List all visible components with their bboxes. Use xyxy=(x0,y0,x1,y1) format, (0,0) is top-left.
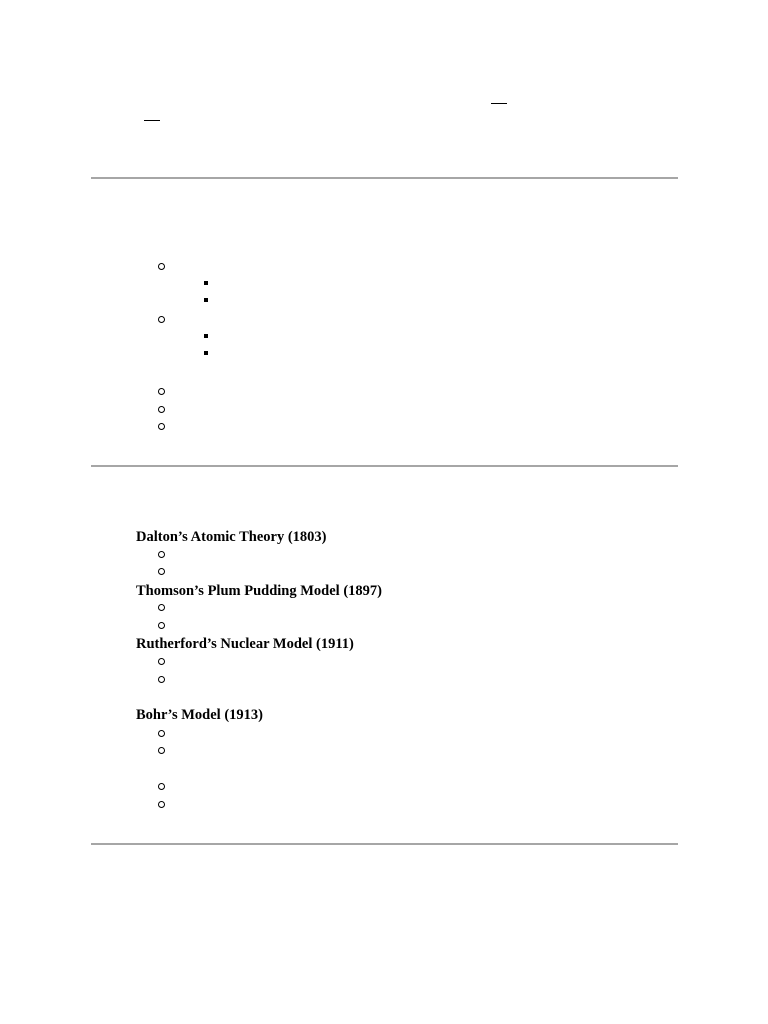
section-divider-3 xyxy=(91,843,678,845)
list-bullet xyxy=(158,676,165,683)
list-bullet xyxy=(158,658,165,665)
model-heading-rutherford: Rutherford’s Nuclear Model (1911) xyxy=(136,636,354,652)
list-bullet xyxy=(158,263,165,270)
list-bullet xyxy=(158,730,165,737)
list-bullet xyxy=(158,551,165,558)
sublist-bullet xyxy=(204,351,208,355)
sublist-bullet xyxy=(204,298,208,302)
section-divider-1 xyxy=(91,177,678,179)
top-dash-right xyxy=(491,103,507,104)
model-heading-thomson: Thomson’s Plum Pudding Model (1897) xyxy=(136,583,382,599)
list-bullet xyxy=(158,423,165,430)
list-bullet xyxy=(158,604,165,611)
list-bullet xyxy=(158,568,165,575)
top-dash-left xyxy=(144,120,160,121)
list-bullet xyxy=(158,622,165,629)
list-bullet xyxy=(158,388,165,395)
sublist-bullet xyxy=(204,281,208,285)
list-bullet xyxy=(158,801,165,808)
section-divider-2 xyxy=(91,465,678,467)
model-heading-dalton: Dalton’s Atomic Theory (1803) xyxy=(136,529,327,545)
list-bullet xyxy=(158,783,165,790)
list-bullet xyxy=(158,406,165,413)
model-heading-bohr: Bohr’s Model (1913) xyxy=(136,707,263,723)
list-bullet xyxy=(158,747,165,754)
sublist-bullet xyxy=(204,334,208,338)
list-bullet xyxy=(158,316,165,323)
